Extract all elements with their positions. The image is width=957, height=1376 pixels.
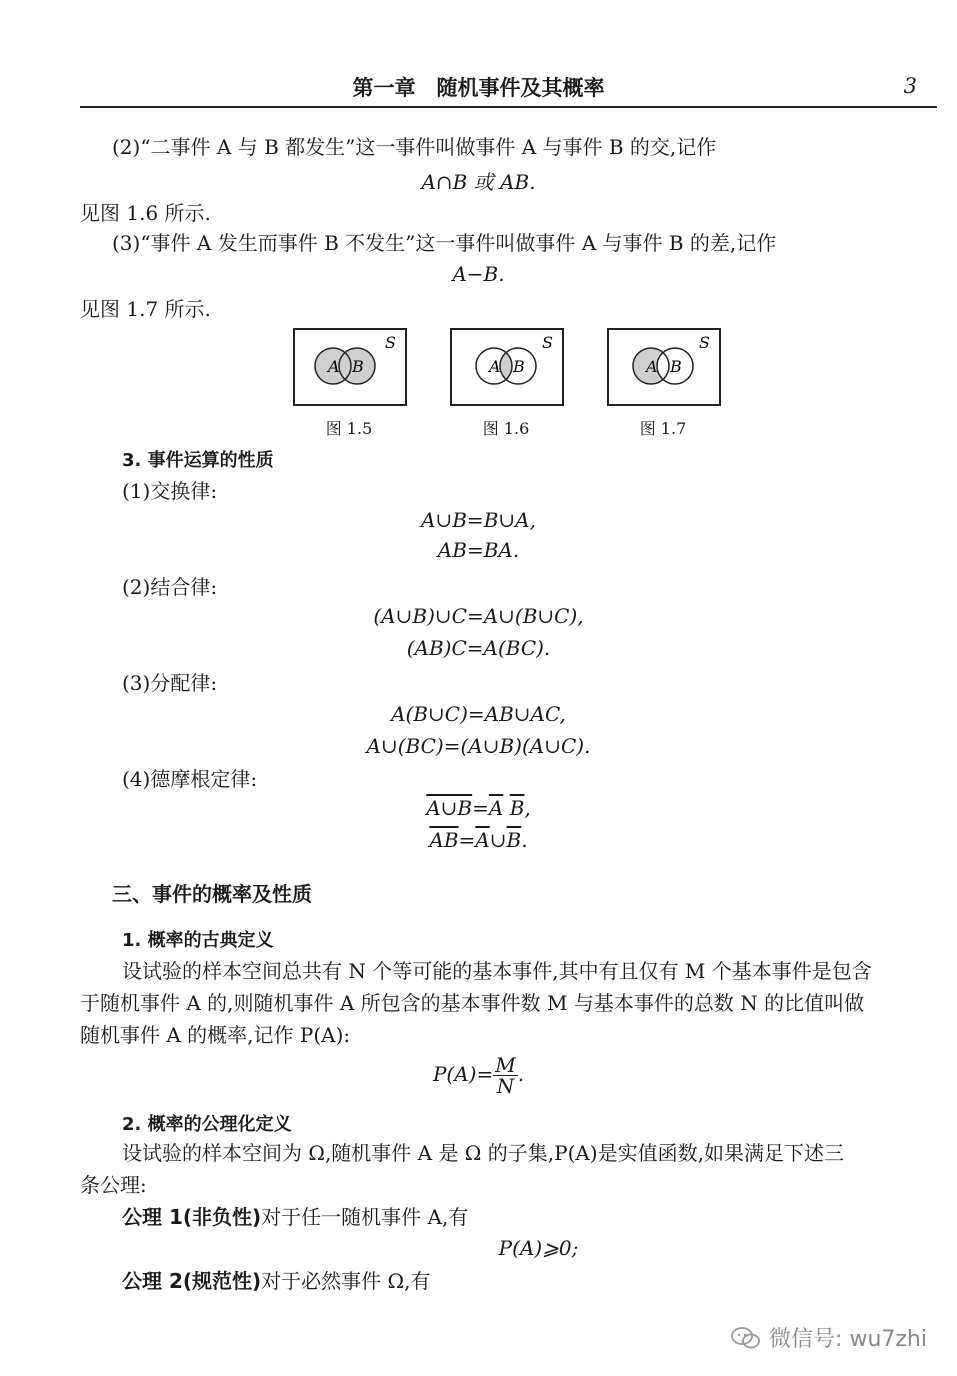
- overline-b: $\overline{B}$: [509, 796, 525, 820]
- paragraph-difference: (3)“事件 A 发生而事件 B 不发生”这一事件叫做事件 A 与事件 B 的差,记作: [112, 231, 777, 255]
- formula-classical-probability: P(A)= $\frac{M}{N}$ .: [432, 1053, 525, 1098]
- axiom-1-text: 对于任一随机事件 A,有: [261, 1205, 469, 1229]
- paragraph-classical-line1: 设试验的样本空间总共有 N 个等可能的基本事件,其中有且仅有 M 个基本事件是包含: [122, 959, 872, 983]
- subheading-classical-definition: 1. 概率的古典定义: [122, 930, 274, 951]
- venn-figure-1-6: [450, 328, 564, 406]
- axiom-2: [122, 1268, 430, 1294]
- axiom-2-title: 公理 2(规范性): [122, 1269, 262, 1293]
- subheading-axiomatic-definition: 2. 概率的公理化定义: [122, 1114, 292, 1135]
- fraction-m-over-n: $\frac{M}{N}$: [495, 1053, 516, 1098]
- equation-axiom-1: P(A)⩾0;: [498, 1236, 579, 1260]
- paragraph-see-fig-1-7: 见图 1.7 所示.: [80, 297, 211, 321]
- axiom-1-title: 公理 1(非负性): [122, 1205, 262, 1229]
- venn-label-s: S: [385, 333, 396, 352]
- paragraph-axiomatic-line1: 设试验的样本空间为 Ω,随机事件 A 是 Ω 的子集,P(A)是实值函数,如果满足下述三: [122, 1141, 844, 1165]
- equation-intersection: A∩B 或 AB.: [421, 170, 536, 194]
- label-de-morgan: (4)德摩根定律:: [122, 767, 258, 791]
- overline-union: A∪B: [426, 796, 473, 820]
- overline-a: $\overline{A}$: [488, 796, 504, 820]
- venn-figure-1-5: [293, 328, 407, 406]
- equation-associative-1: (A∪B)∪C=A∪(B∪C),: [373, 604, 584, 628]
- venn-label-b: B: [513, 357, 525, 376]
- section-heading-probability: 三、事件的概率及性质: [112, 882, 312, 906]
- equation-de-morgan-2: $\overline{AB}=\overline{A}\cup\overline{B}$.: [429, 828, 528, 852]
- equation-difference: A−B.: [452, 262, 505, 286]
- venn-label-a: A: [489, 357, 501, 376]
- overline-b: $\overline{B}$: [506, 828, 522, 852]
- equation-de-morgan-1: $A\cup B=\overline{A}$ $\overline{B}$,: [426, 796, 531, 820]
- chapter-title: 第一章 随机事件及其概率: [352, 76, 605, 100]
- wechat-icon: [731, 1326, 761, 1350]
- paragraph-see-fig-1-6: 见图 1.6 所示.: [80, 201, 211, 225]
- venn-label-s: S: [699, 333, 710, 352]
- watermark-text: 微信号: wu7zhi: [769, 1327, 927, 1352]
- paragraph-axiomatic-line2: 条公理:: [80, 1173, 147, 1197]
- venn-label-a: A: [646, 357, 658, 376]
- equation-associative-2: (AB)C=A(BC).: [406, 636, 551, 660]
- equation-commutative-2: AB=BA.: [437, 538, 520, 562]
- axiom-2-text: 对于必然事件 Ω,有: [261, 1269, 431, 1293]
- overline-a: $\overline{A}$: [475, 828, 490, 852]
- page-number: 3: [903, 74, 917, 98]
- venn-figure-1-7: [607, 328, 721, 406]
- header-rule: [80, 106, 937, 108]
- axiom-1: [122, 1204, 468, 1230]
- equation-distributive-1: A(B∪C)=AB∪AC,: [391, 702, 566, 726]
- venn-label-s: S: [542, 333, 553, 352]
- paragraph-classical-line2: 于随机事件 A 的,则随机事件 A 所包含的基本事件数 M 与基本事件的总数 N 的比值叫做: [80, 991, 865, 1015]
- venn-label-b: B: [352, 357, 364, 376]
- figure-caption-1-5: 图 1.5: [325, 419, 373, 438]
- equation-distributive-2: A∪(BC)=(A∪B)(A∪C).: [366, 734, 591, 758]
- venn-label-b: B: [670, 357, 682, 376]
- label-associative: (2)结合律:: [122, 575, 218, 599]
- equation-commutative-1: A∪B=B∪A,: [421, 508, 536, 532]
- paragraph-classical-line3: 随机事件 A 的概率,记作 P(A):: [80, 1023, 351, 1047]
- label-commutative: (1)交换律:: [122, 479, 218, 503]
- wechat-watermark: [731, 1322, 927, 1353]
- figure-caption-1-6: 图 1.6: [482, 419, 530, 438]
- paragraph-intersection: (2)“二事件 A 与 B 都发生”这一事件叫做事件 A 与事件 B 的交,记作: [112, 135, 717, 159]
- figure-caption-1-7: 图 1.7: [639, 419, 687, 438]
- overline-intersection: $\overline{AB}$: [429, 828, 459, 852]
- label-distributive: (3)分配律:: [122, 671, 218, 695]
- section-heading-properties: 3. 事件运算的性质: [122, 450, 274, 471]
- venn-label-a: A: [328, 357, 340, 376]
